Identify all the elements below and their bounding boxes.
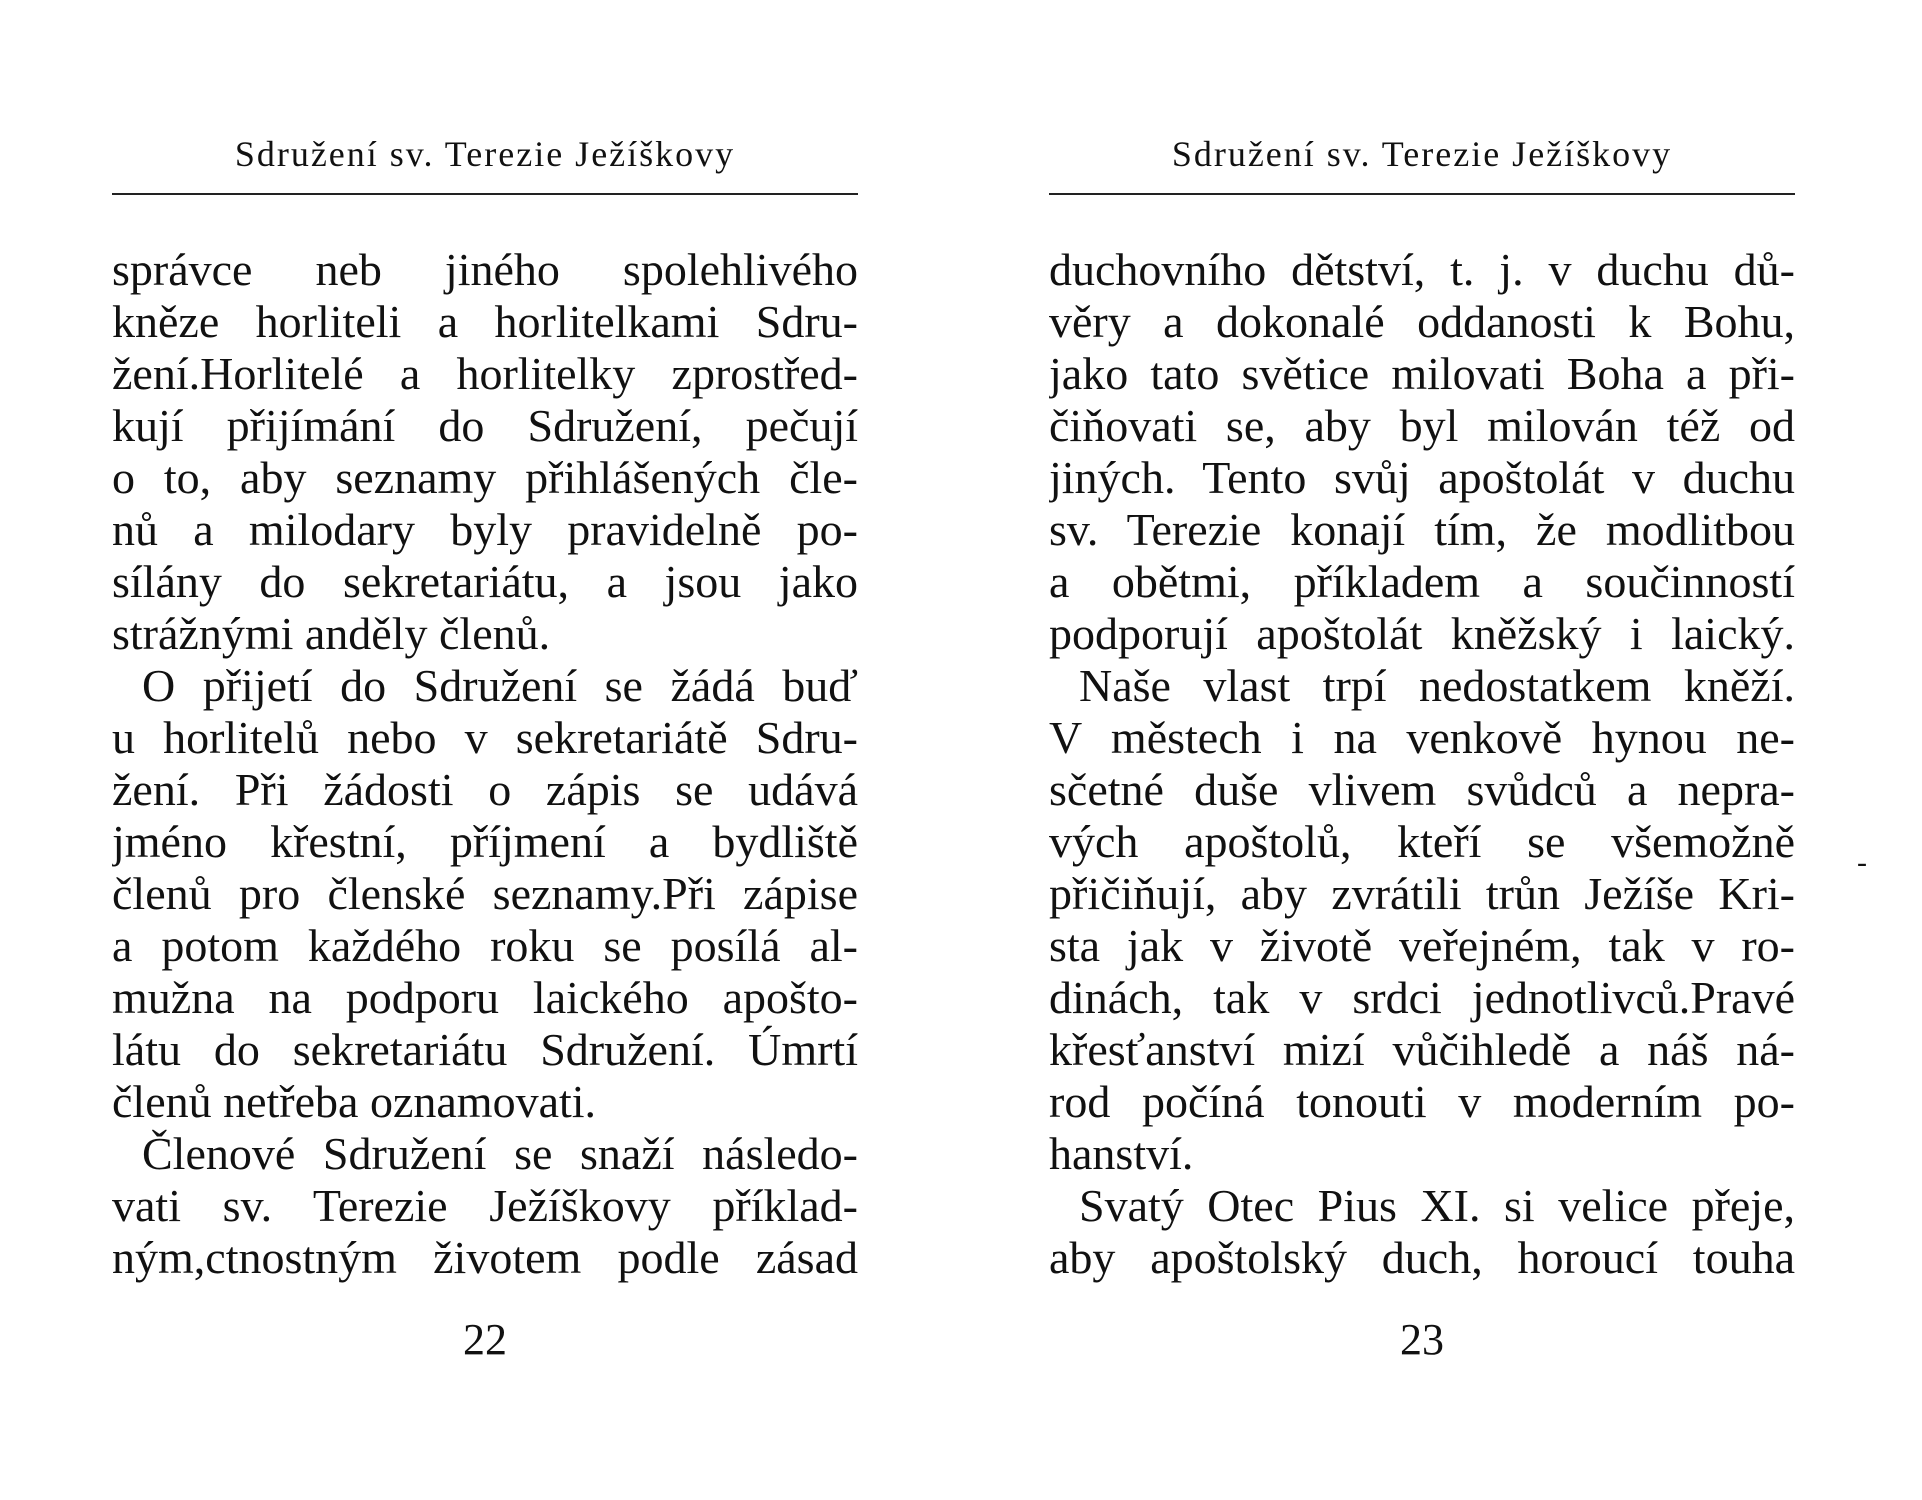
stray-mark: - bbox=[1857, 846, 1867, 879]
running-head: Sdružení sv. Terezie Ježíškovy bbox=[234, 134, 736, 174]
page-number: 22 bbox=[463, 1315, 507, 1364]
text-line: členů netřeba oznamovati. bbox=[112, 1076, 597, 1127]
text-line: dinách, tak v srdci jednotlivců.Pravé bbox=[1049, 972, 1795, 1023]
text-line: jméno křestní, příjmení a bydliště bbox=[112, 816, 858, 867]
page-number: 23 bbox=[1400, 1315, 1444, 1364]
body-text bbox=[1049, 244, 1795, 1284]
text-line: sčetné duše vlivem svůdců a nepra- bbox=[1049, 764, 1795, 815]
text-line: Členové Sdružení se snaží následo- bbox=[142, 1128, 858, 1179]
text-line: podporují apoštolát kněžský i laický. bbox=[1049, 608, 1795, 659]
text-line: O přijetí do Sdružení se žádá buď bbox=[142, 660, 858, 711]
text-line: nů a milodary byly pravidelně po- bbox=[112, 504, 858, 555]
header-rule bbox=[112, 193, 858, 195]
text-line: žení.Horlitelé a horlitelky zprostřed- bbox=[112, 348, 858, 399]
header-rule bbox=[1049, 193, 1795, 195]
text-line: sílány do sekretariátu, a jsou jako bbox=[112, 556, 858, 607]
body-text bbox=[112, 244, 858, 1284]
text-line: sta jak v životě veřejném, tak v ro- bbox=[1049, 920, 1795, 971]
text-line: V městech i na venkově hynou ne- bbox=[1049, 712, 1795, 763]
text-line: Naše vlast trpí nedostatkem kněží. bbox=[1079, 660, 1795, 711]
running-head: Sdružení sv. Terezie Ježíškovy bbox=[1171, 134, 1673, 174]
text-line: hanství. bbox=[1049, 1128, 1194, 1179]
text-line: jiných. Tento svůj apoštolát v duchu bbox=[1049, 452, 1795, 503]
text-line: o to, aby seznamy přihlášených čle- bbox=[112, 452, 858, 503]
text-line: a obětmi, příkladem a součinností bbox=[1049, 556, 1795, 607]
text-line: kněze horliteli a horlitelkami Sdru- bbox=[112, 296, 858, 347]
text-line: vých apoštolů, kteří se všemožně bbox=[1049, 816, 1795, 867]
text-line: vati sv. Terezie Ježíškovy příklad- bbox=[112, 1180, 858, 1231]
text-line: správce neb jiného spolehlivého bbox=[112, 244, 858, 295]
text-line: věry a dokonalé oddanosti k Bohu, bbox=[1049, 296, 1795, 347]
text-line: mužna na podporu laického apošto- bbox=[112, 972, 858, 1023]
text-line: strážnými anděly členů. bbox=[112, 608, 551, 659]
text-line: čiňovati se, aby byl milován též od bbox=[1049, 400, 1795, 451]
text-line: rod počíná tonouti v moderním po- bbox=[1049, 1076, 1795, 1127]
text-line: žení. Při žádosti o zápis se udává bbox=[112, 764, 858, 815]
text-line: aby apoštolský duch, horoucí touha bbox=[1049, 1232, 1795, 1283]
text-line: jako tato světice milovati Boha a při- bbox=[1049, 348, 1795, 399]
text-line: sv. Terezie konají tím, že modlitbou bbox=[1049, 504, 1795, 555]
text-line: duchovního dětství, t. j. v duchu dů- bbox=[1049, 244, 1795, 295]
text-line: členů pro členské seznamy.Při zápise bbox=[112, 868, 858, 919]
text-line: a potom každého roku se posílá al- bbox=[112, 920, 858, 971]
text-line: ným,ctnostným životem podle zásad bbox=[112, 1232, 858, 1283]
text-line: Svatý Otec Pius XI. si velice přeje, bbox=[1079, 1180, 1795, 1231]
text-line: křesťanství mizí vůčihledě a náš ná- bbox=[1049, 1024, 1795, 1075]
text-line: u horlitelů nebo v sekretariátě Sdru- bbox=[112, 712, 858, 763]
text-line: látu do sekretariátu Sdružení. Úmrtí bbox=[112, 1024, 858, 1075]
text-line: přičiňují, aby zvrátili trůn Ježíše Kri- bbox=[1049, 868, 1795, 919]
text-line: kují přijímání do Sdružení, pečují bbox=[112, 400, 858, 451]
